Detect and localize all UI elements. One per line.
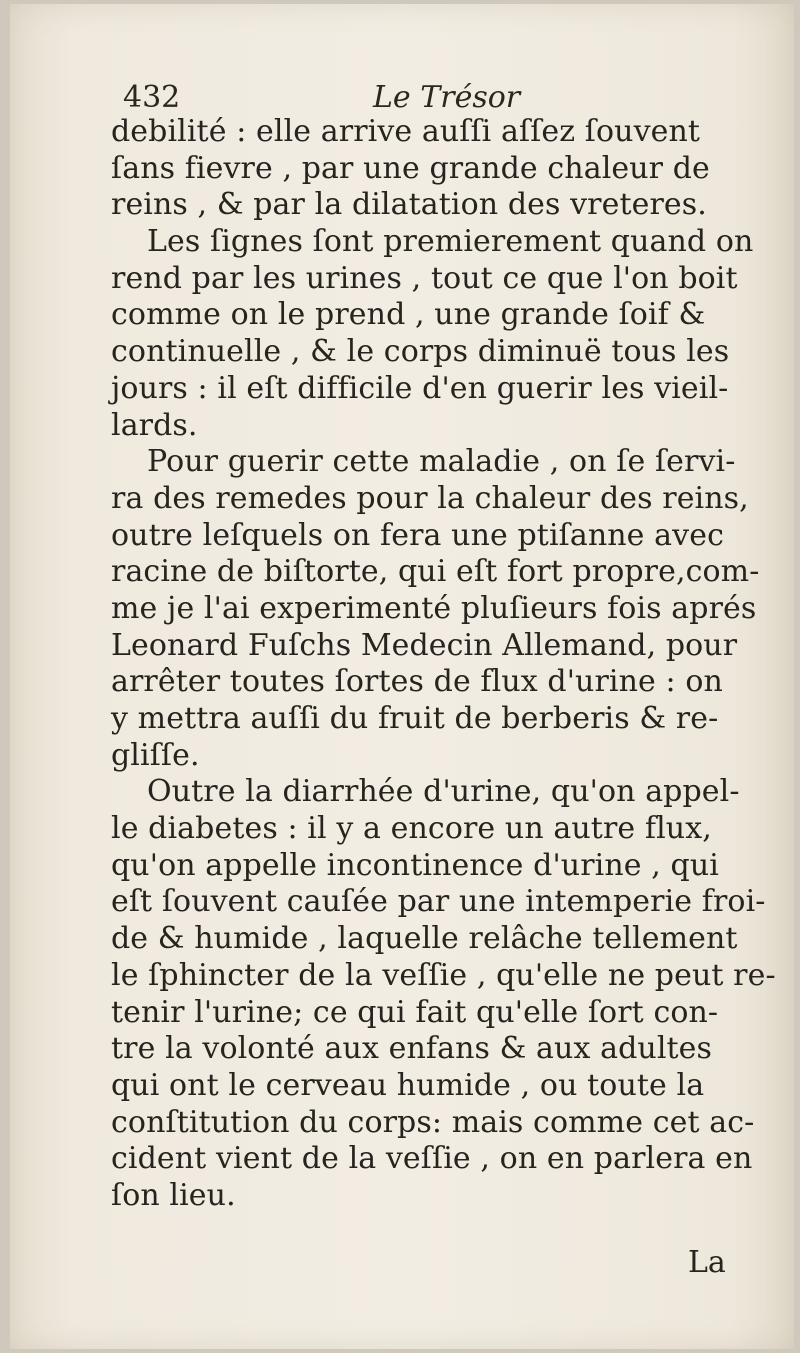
text-line: jours : il eſt difficile d'en guerir les vieil- [111, 370, 729, 406]
running-title: Le Trésor [373, 80, 521, 115]
text-line: ſans fievre , par une grande chaleur de [111, 150, 710, 186]
text-line: outre leſquels on fera une ptiſanne avec [111, 517, 724, 553]
text-line: cident vient de la veſſie , on en parlera en [111, 1141, 753, 1177]
body-text [111, 114, 776, 1215]
text-line: ſon lieu. [111, 1177, 236, 1213]
text-line: gliſſe. [111, 737, 200, 773]
text-line: Leonard Fuſchs Medecin Allemand, pour [111, 627, 738, 663]
text-line: racine de biſtorte, qui eſt fort propre,com- [111, 554, 760, 590]
catchword: La [688, 1245, 726, 1280]
text-line: le ſphincter de la veſſie , qu'elle ne peut re- [111, 957, 776, 993]
paragraph-start-line: Outre la diarrhée d'urine, qu'on appel- [147, 774, 740, 810]
paragraph-start-line: Les ſignes ſont premierement quand on [147, 224, 754, 260]
text-line: de & humide , laquelle relâche tellement [111, 921, 738, 957]
page-number: 432 [123, 80, 181, 115]
text-line: continuelle , & le corps diminuë tous les [111, 334, 730, 370]
text-line: conſtitution du corps: mais comme cet ac- [111, 1104, 755, 1140]
paragraph-start-line: Pour guerir cette maladie , on ſe ſervi- [147, 444, 736, 480]
text-line: y mettra auſſi du fruit de berberis & re- [111, 701, 719, 736]
text-line: me je l'ai experimenté pluſieurs fois aprés [111, 590, 757, 626]
text-line: debilité : elle arrive auſſi aſſez ſouvent [111, 114, 701, 149]
text-line: arrêter toutes ſortes de flux d'urine : on [111, 664, 723, 700]
text-line: tenir l'urine; ce qui fait qu'elle ſort con- [111, 994, 719, 1030]
text-line: reins , & par la dilatation des vreteres. [111, 187, 707, 223]
text-line: ra des remedes pour la chaleur des reins, [111, 480, 749, 516]
text-line: rend par les urines , tout ce que l'on boit [111, 260, 738, 296]
text-line: tre la volonté aux enfans & aux adultes [111, 1031, 713, 1067]
text-line: comme on le prend , une grande ſoif & [111, 297, 706, 333]
text-line: lards. [111, 407, 198, 443]
text-line: qui ont le cerveau humide , ou toute la [111, 1067, 705, 1103]
text-line: le diabetes : il y a encore un autre flux, [111, 811, 712, 847]
text-line: qu'on appelle incontinence d'urine , qui [111, 847, 719, 883]
text-line: eſt ſouvent cauſée par une intemperie froi- [111, 884, 766, 920]
